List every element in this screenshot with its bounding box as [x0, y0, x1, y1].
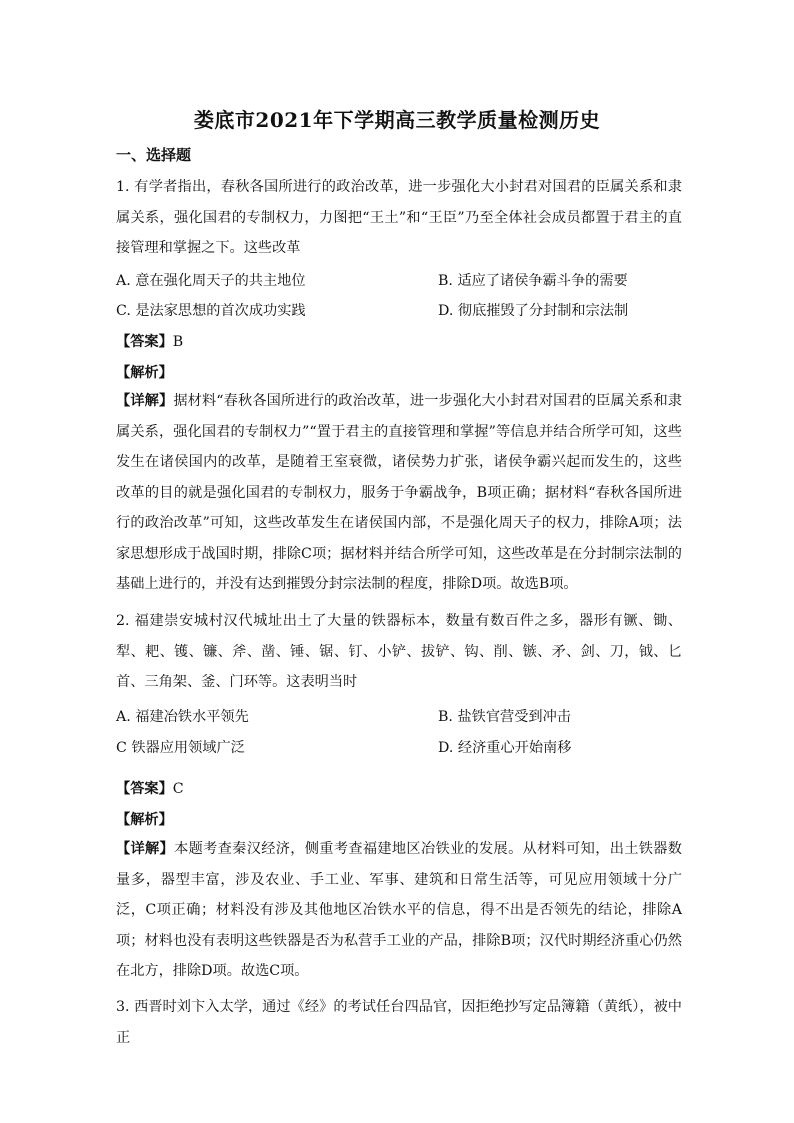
detail-text: 据材料“春秋各国所进行的政治改革，进一步强化大小封君对国君的臣属关系和隶属关系，强化国君的专制权力”“置于君主的直接管理和掌握”等信息并结合所学可知，这些发生在诸侯国内的改革，是随着王室衰微，诸侯势力扩张，诸侯争霸兴起而发生的，这些改革的目的就是强化国君的专制权力，服务于争霸战争，B项正确；据材料“春秋各国所进行的政治改革”可知，这些改革发生在诸侯国内部，不是强化周天子的权力，排除A项；法家思想形成于战国时期，排除C项；据材料并结合所学可知，这些改革是在分封制宗法制的基础上进行的，并没有达到摧毁分封宗法制的程度，排除D项。故选B项。 [116, 393, 682, 592]
question-1-analysis-label: 【解析】 [116, 365, 173, 381]
question-1-answer [116, 331, 183, 351]
section-heading: 一、选择题 [116, 146, 192, 164]
question-2-option-a: A. 福建冶铁水平领先 [116, 709, 249, 725]
detail-text: 本题考查秦汉经济，侧重考查福建地区冶铁业的发展。从材料可知，出土铁器数量多，器型丰富，涉及农业、手工业、军事、建筑和日常生活等，可见应用领域十分广泛，C项正确；材料没有涉及其他地区冶铁水平的信息，得不出是否领先的结论，排除A项；材料也没有表明这些铁器是否为私营手工业的产品，排除B项；汉代时期经济重心仍然在北方，排除D项。故选C项。 [116, 841, 682, 979]
question-1-option-a: A. 意在强化周天子的共主地位 [116, 273, 306, 289]
question-2-option-b: B. 盐铁官营受到冲击 [438, 709, 571, 725]
answer-label: 【答案】 [116, 781, 173, 797]
detail-label: 【详解】 [116, 841, 175, 857]
question-1-option-b: B. 适应了诸侯争霸斗争的需要 [438, 273, 628, 289]
question-1-stem: 1. 有学者指出，春秋各国所进行的政治改革，进一步强化大小封君对国君的臣属关系和隶属关系，强化国君的专制权力，力图把“王土”和“王臣”乃至全体社会成员都置于君主的直接管理和掌握之下。这些改革 [116, 179, 682, 256]
question-2-option-d: D. 经济重心开始南移 [438, 740, 572, 756]
question-1-option-c: C. 是法家思想的首次成功实践 [116, 303, 306, 319]
question-2-analysis-label: 【解析】 [116, 812, 173, 828]
answer-label: 【答案】 [116, 334, 173, 350]
answer-value: B [172, 334, 184, 350]
question-1-option-d: D. 彻底摧毁了分封制和宗法制 [438, 303, 629, 319]
page-title: 娄底市2021年下学期高三教学质量检测历史 [193, 108, 601, 132]
question-2-answer [116, 778, 184, 798]
question-2-detail [116, 834, 682, 987]
detail-label: 【详解】 [116, 393, 174, 409]
question-1-detail [116, 386, 682, 600]
question-2-option-c: C 铁器应用领域广泛 [116, 740, 245, 756]
question-3-stem: 3. 西晋时刘卞入太学，通过《经》的考试任台四品官，因拒绝抄写定品簿籍（黄纸），被中正 [116, 999, 682, 1046]
answer-value: C [172, 781, 184, 797]
question-2-stem: 2. 福建崇安城村汉代城址出土了大量的铁器标本，数量有数百件之多，器形有镢、锄、犁、耙、镬、镰、斧、凿、锤、锯、钉、小铲、拔铲、钩、削、镞、矛、剑、刀，钺、匕首、三角架、釜、门环等。这表明当时 [116, 613, 682, 690]
